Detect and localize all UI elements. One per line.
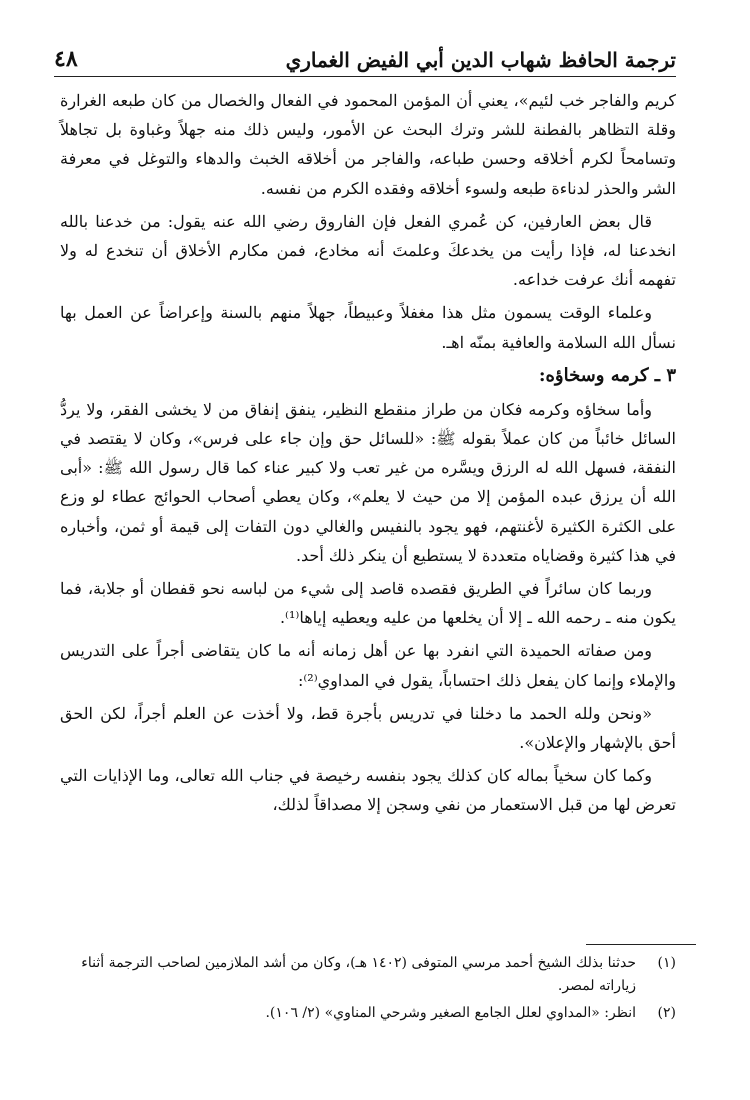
footnote-number: (١) — [657, 955, 676, 971]
footnote-text: انظر: «المداوي لعلل الجامع الصغير وشرحي المناوي» (٢/ ١٠٦). — [265, 1005, 636, 1021]
footnote-text: حدثنا بذلك الشيخ أحمد مرسي المتوفى (١٤٠٢ هـ)، وكان من أشد الملازمين لصاحب الترجمة أثناء زياراته لمصر. — [81, 955, 636, 994]
section-paragraph-5: وكما كان سخياً بماله كان كذلك يجود بنفسه رخيصة في جناب الله تعالى، وما الإذايات التي تعرض لها من قبل الاستعمار من نفي وسجن إلا مصداقاً لذلك، — [60, 766, 676, 815]
paragraph-1: كريم والفاجر خب لئيم»، يعني أن المؤمن المحمود في الفعال والخصال من كان طبعه الغرارة وقلة التظاهر بالفطنة للشر وترك البحث عن الأمور، وليس ذلك منه جهلاً وغباوة بل تجاهلاً وتسامحاً لكرم أخلاقه وحسن طباعه، والفاجر من أخلاقه الخبث والدهاء والتوغل في معرفة الشر والحذر لدناءة طبعه ولسوء أخلاقه وفقده الكرم من نفسه. — [60, 91, 676, 198]
page-number: ٤٨ — [54, 46, 78, 72]
footnote-number: (٢) — [657, 1005, 676, 1021]
quoted-paragraph: «ونحن ولله الحمد ما دخلنا في تدريس بأجرة قط، ولا أخذت عن العلم أجراً، لكن الحق أحق بالإشهار والإعلان». — [60, 703, 676, 753]
section-heading: ٣ ـ كرمه وسخاؤه: — [538, 364, 676, 386]
running-title: ترجمة الحافظ شهاب الدين أبي الفيض الغماري — [285, 48, 676, 72]
section-paragraph-3: ومن صفاته الحميدة التي انفرد بها عن أهل زمانه أنه ما كان يتقاضى أجراً على التدريس والإملاء وإنما كان يفعل ذلك احتساباً، يقول في المداوي⁽²⁾: — [60, 641, 676, 690]
section-paragraph-1: وأما سخاؤه وكرمه فكان من طراز منقطع النظير، ينفق إنفاق من لا يخشى الفقر، ولا يردُّ السائل خائباً من كان عملاً بقوله ﷺ: «للسائل حق وإن جاء على فرس»، وكان لا يقتصد في النفقة، فسهل الله له الرزق ويسَّره من غير تعب ولا كبير عناء كما قال رسول الله ﷺ: «أبى الله أن يرزق عبده المؤمن إلا من حيث لا يعلم»، وكان يعطي أصحاب الحوائج عطاء لو وزع على الكثرة الكثيرة لأغنتهم، فهو يجود بالنفيس والغالي دون التفات إلى قيمة أو ثمن، وأخباره في هذا كثيرة وقضاياه متعددة لا يستطيع أن ينكر ذلك أحد. — [60, 399, 676, 565]
main-text — [60, 86, 676, 824]
footnotes — [60, 952, 676, 1029]
paragraph-3: وعلماء الوقت يسمون مثل هذا مغفلاً وعبيطاً، جهلاً منهم بالسنة وإعراضاً عن العمل بها نسأل الله السلامة والعافية بمنّه اهـ. — [60, 303, 676, 352]
footnote-2 — [60, 1002, 676, 1025]
section-paragraph-2: وربما كان سائراً في الطريق فقصده قاصد إلى شيء من لباسه نحو قفطان أو جلابة، فما يكون منه ـ رحمه الله ـ إلا أن يخلعها من عليه ويعطيه إياها⁽¹⁾. — [60, 579, 676, 628]
running-header — [54, 40, 676, 77]
footnote-separator — [586, 944, 696, 945]
paragraph-2: قال بعض العارفين، كن عُمري الفعل فإن الفاروق رضي الله عنه يقول: من خدعنا بالله انخدعنا له، فإذا رأيت من يخدعكَ وعلمتَ أنه مخادع، فمن مكارم الأخلاق أن تنخدع له ولا تفهمه أنك عرفت خداعه. — [60, 211, 676, 290]
footnote-1 — [60, 952, 676, 998]
